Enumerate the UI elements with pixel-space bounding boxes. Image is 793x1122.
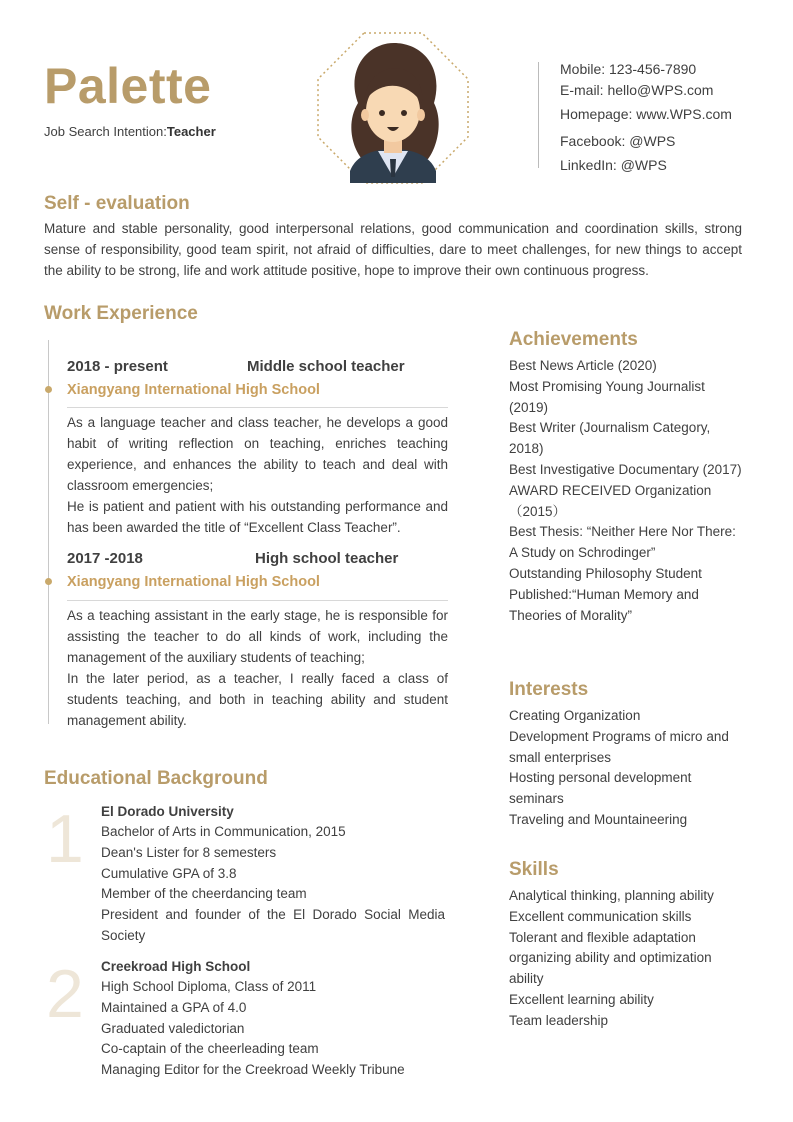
job-description: [67, 412, 448, 538]
achievement-item: Best Thesis: “Neither Here Nor There: A Study on Schrodinger”: [509, 524, 736, 561]
interests-list: [509, 706, 745, 831]
job-divider: [67, 407, 448, 408]
achievement-item: Outstanding Philosophy Student Published:“Human Memory and Theories of Morality”: [509, 565, 702, 623]
interest-item: Traveling and Mountaineering: [509, 811, 688, 827]
education-item: Member of the cheerdancing team: [101, 886, 307, 902]
achievement-item: Best Investigative Documentary (2017): [509, 461, 742, 477]
contact-email: E-mail: hello@WPS.com: [560, 82, 714, 98]
education-details: [101, 977, 445, 1081]
skill-item: Team leadership: [509, 1012, 609, 1028]
interest-item: Hosting personal development seminars: [509, 770, 692, 807]
skill-item: Excellent learning ability: [509, 991, 654, 1007]
achievements-list: [509, 356, 745, 626]
contact-homepage: Homepage: www.WPS.com: [560, 106, 732, 122]
job-description-para: He is patient and patient with his outstanding performance and has been awarded the title of “Excellent Class Teacher”.: [67, 499, 448, 535]
job-intention-value: Teacher: [166, 124, 216, 139]
job-description: [67, 605, 448, 731]
job-school: Xiangyang International High School: [67, 382, 320, 398]
education-title: Educational Background: [44, 768, 268, 789]
timeline-dot: [45, 386, 52, 393]
skills-list: [509, 886, 737, 1032]
job-description-para: In the later period, as a teacher, I really faced a class of students teaching, and both in teaching ability and student management ability.: [67, 671, 448, 728]
education-item: Co-captain of the cheerleading team: [101, 1041, 319, 1057]
self-evaluation-text: Mature and stable personality, good interpersonal relations, good communication and coordination skills, strong sense of responsibility, good team spirit, not afraid of difficulties, dare to meet challenges, for new things to accept the ability to be strong, life and work attitude positive, hope to improve their own continuous progress.: [44, 221, 742, 278]
self-evaluation-title: Self - evaluation: [44, 193, 190, 214]
work-experience-title: Work Experience: [44, 303, 198, 324]
job-period: 2017 -2018: [67, 550, 143, 567]
education-school: Creekroad High School: [101, 959, 251, 974]
education-item: Dean's Lister for 8 semesters: [101, 844, 277, 860]
contact-mobile: Mobile: 123-456-7890: [560, 61, 697, 77]
avatar: [316, 31, 470, 185]
education-school: El Dorado University: [101, 804, 234, 819]
achievement-item: Best Writer (Journalism Category, 2018): [509, 420, 711, 457]
job-school: Xiangyang International High School: [67, 574, 320, 590]
work-timeline: [48, 340, 49, 724]
education-item: Graduated valedictorian: [101, 1020, 245, 1036]
skill-item: Tolerant and flexible adaptation organizing ability and optimization ability: [509, 929, 712, 987]
interest-item: Creating Organization: [509, 708, 641, 723]
skills-title: Skills: [509, 859, 559, 880]
achievement-item: Most Promising Young Journalist (2019): [509, 378, 705, 415]
education-item: Managing Editor for the Creekroad Weekly Tribune: [101, 1062, 405, 1078]
job-description-para: As a teaching assistant in the early stage, he is responsible for assisting the teacher to do all kinds of work, including the management of the auxiliary students of teaching;: [67, 608, 448, 665]
interests-title: Interests: [509, 679, 589, 700]
skill-item: Analytical thinking, planning ability: [509, 888, 714, 903]
skill-item: Excellent communication skills: [509, 908, 692, 924]
candidate-name: Palette: [44, 58, 212, 114]
achievement-item: Best News Article (2020): [509, 358, 657, 373]
job-intention-label: Job Search Intention:: [44, 124, 167, 139]
avatar-illustration: [316, 31, 470, 185]
job-description-para: As a language teacher and class teacher, he develops a good habit of writing reflection on teaching, enriches teaching experience, and enhances the ability to teach and deal with classroom emergencies;: [67, 415, 448, 493]
timeline-dot: [45, 578, 52, 585]
job-divider: [67, 600, 448, 601]
contact-facebook: Facebook: @WPS: [560, 133, 676, 149]
education-item: Bachelor of Arts in Communication, 2015: [101, 824, 346, 839]
achievement-item: AWARD RECEIVED Organization （2015）: [509, 482, 712, 519]
contact-divider: [538, 62, 539, 168]
education-number: 1: [46, 801, 84, 877]
education-item: President and founder of the El Dorado Social Media Society: [101, 907, 445, 943]
job-role: Middle school teacher: [247, 358, 405, 375]
education-details: [101, 822, 445, 947]
contact-linkedin: LinkedIn: @WPS: [560, 157, 667, 173]
education-item: Cumulative GPA of 3.8: [101, 865, 237, 881]
job-role: High school teacher: [255, 550, 399, 567]
job-intention: [44, 124, 216, 139]
education-item: High School Diploma, Class of 2011: [101, 979, 317, 994]
education-item: Maintained a GPA of 4.0: [101, 999, 247, 1015]
job-period: 2018 - present: [67, 358, 168, 375]
achievements-title: Achievements: [509, 329, 638, 350]
interest-item: Development Programs of micro and small enterprises: [509, 728, 729, 765]
education-number: 2: [46, 956, 84, 1032]
